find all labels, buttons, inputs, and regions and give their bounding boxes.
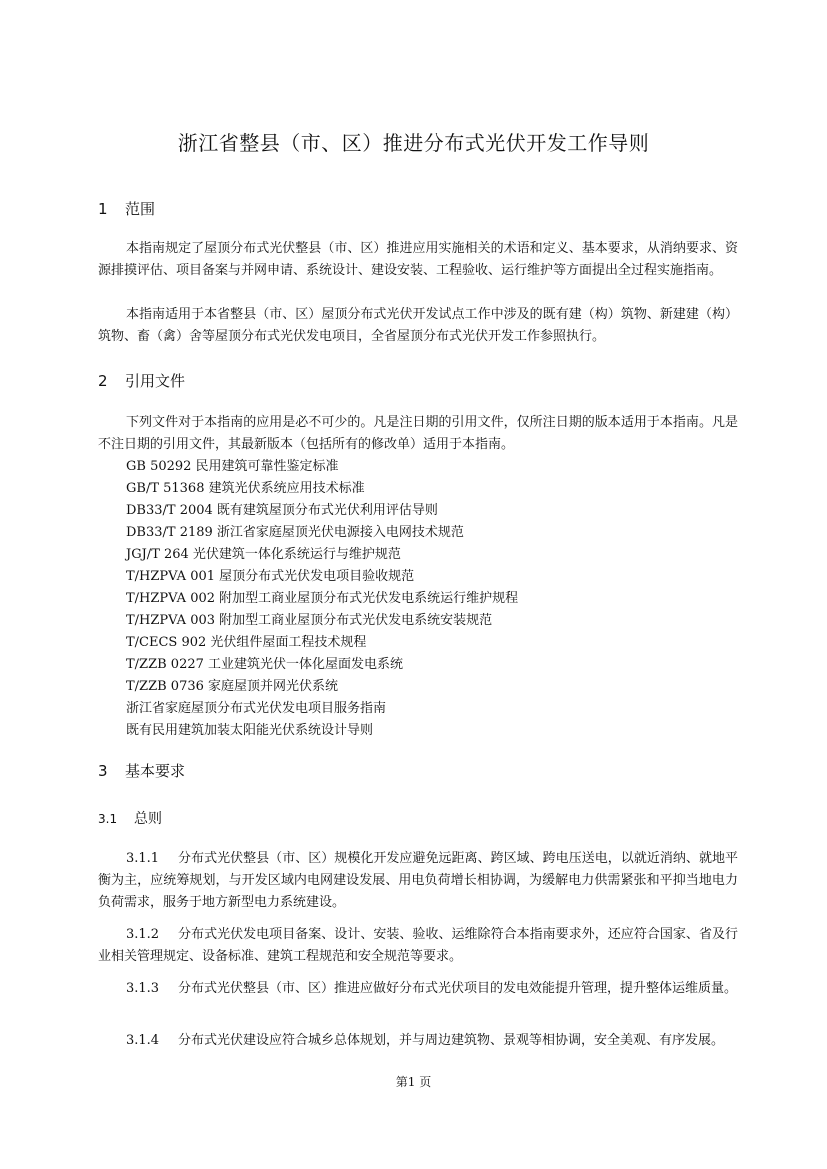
- reference-item: T/ZZB 0227 工业建筑光伏一体化屋面发电系统: [126, 657, 404, 672]
- clause-3-1-1: [98, 848, 738, 914]
- reference-item: T/HZPVA 003 附加型工商业屋顶分布式光伏发电系统安装规范: [126, 613, 493, 628]
- section-3-heading: [98, 761, 185, 781]
- clause-text: 分布式光伏整县（市、区）规模化开发应避免远距离、跨区域、跨电压送电，以就近消纳、就地平衡为主，应统筹规划，与开发区域内电网建设发展、用电负荷增长相协调，为缓解电力供需紧张和平抑当地电力负荷需求，服务于地方新型电力系统建设。: [98, 851, 738, 910]
- clause-number: 3.1.4: [126, 1033, 160, 1048]
- clause-text: 分布式光伏建设应符合城乡总体规划，并与周边建筑物、景观等相协调，安全美观、有序发展。: [178, 1033, 725, 1048]
- clause-3-1-2: [98, 924, 738, 968]
- page-number: 第1 页: [395, 1075, 432, 1089]
- clause-3-1-3: [98, 978, 738, 1000]
- reference-list: [126, 456, 518, 742]
- clause-text: 分布式光伏整县（市、区）推进应做好分布式光伏项目的发电效能提升管理，提升整体运维质量。: [178, 981, 738, 996]
- reference-item: DB33/T 2004 既有建筑屋顶分布式光伏利用评估导则: [126, 503, 438, 518]
- section-1-paragraph-2: 本指南适用于本省整县（市、区）屋顶分布式光伏开发试点工作中涉及的既有建（构）筑物、新建建（构）筑物、畜（禽）舍等屋顶分布式光伏发电项目，全省屋顶分布式光伏开发工作参照执行。: [98, 307, 738, 344]
- reference-item: GB/T 51368 建筑光伏系统应用技术标准: [126, 481, 365, 496]
- reference-item: T/HZPVA 001 屋顶分布式光伏发电项目验收规范: [126, 569, 415, 584]
- section-title: 基本要求: [125, 762, 186, 780]
- section-1-paragraph-1: 本指南规定了屋顶分布式光伏整县（市、区）推进应用实施相关的术语和定义、基本要求，从消纳要求、资源排摸评估、项目备案与并网申请、系统设计、建设安装、工程验收、运行维护等方面提出全过程实施指南。: [98, 241, 738, 278]
- subsection-title: 总则: [134, 811, 162, 827]
- document-title: 浙江省整县（市、区）推进分布式光伏开发工作导则: [177, 131, 650, 155]
- clause-3-1-4: [98, 1030, 738, 1052]
- section-2-paragraph-1: 下列文件对于本指南的应用是必不可少的。凡是注日期的引用文件，仅所注日期的版本适用于本指南。凡是不注日期的引用文件，其最新版本（包括所有的修改单）适用于本指南。: [98, 415, 738, 452]
- clause-number: 3.1.2: [126, 927, 160, 942]
- section-2-heading: [98, 371, 185, 391]
- clause-number: 3.1.3: [126, 981, 160, 996]
- reference-item: T/CECS 902 光伏组件屋面工程技术规程: [126, 635, 367, 650]
- section-title: 引用文件: [125, 372, 186, 390]
- subsection-3-1-heading: [98, 809, 162, 829]
- clause-number: 3.1.1: [126, 851, 160, 866]
- section-number: 3: [98, 762, 108, 780]
- section-title: 范围: [125, 200, 156, 218]
- section-number: 2: [98, 372, 108, 390]
- reference-item: 既有民用建筑加装太阳能光伏系统设计导则: [126, 723, 374, 738]
- reference-item: 浙江省家庭屋顶分布式光伏发电项目服务指南: [126, 701, 387, 716]
- reference-item: JGJ/T 264 光伏建筑一体化系统运行与维护规范: [126, 547, 401, 562]
- section-1-heading: [98, 199, 155, 219]
- reference-item: T/HZPVA 002 附加型工商业屋顶分布式光伏发电系统运行维护规程: [126, 591, 519, 606]
- subsection-number: 3.1: [98, 812, 118, 826]
- section-number: 1: [98, 200, 108, 218]
- clause-text: 分布式光伏发电项目备案、设计、安装、验收、运维除符合本指南要求外，还应符合国家、省及行业相关管理规定、设备标准、建筑工程规范和安全规范等要求。: [98, 927, 738, 964]
- reference-item: DB33/T 2189 浙江省家庭屋顶光伏电源接入电网技术规范: [126, 525, 464, 540]
- reference-item: T/ZZB 0736 家庭屋顶并网光伏系统: [126, 679, 339, 694]
- reference-item: GB 50292 民用建筑可靠性鉴定标准: [126, 459, 339, 474]
